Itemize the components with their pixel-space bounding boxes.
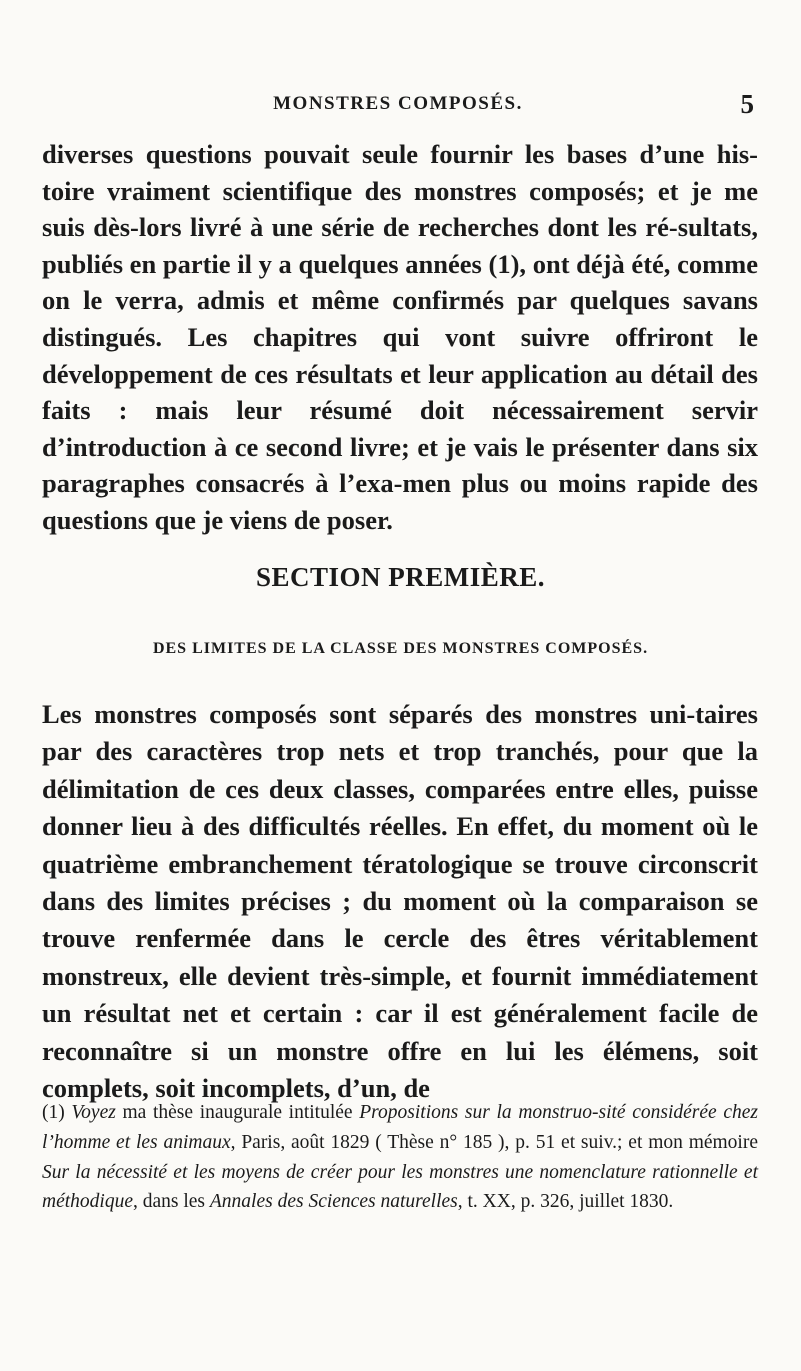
running-head — [42, 89, 754, 123]
footnote-title-1: Propositions sur la monstruo-sité considérée chez l’homme et les animaux — [42, 1102, 759, 1153]
footnote-text-4: , t. XX, p. 326, juillet 1830. — [457, 1191, 674, 1213]
section-title: SECTION PREMIÈRE. — [255, 562, 546, 592]
footnote-title-3: Annales des Sciences naturelles — [209, 1191, 458, 1213]
footnote-text-1: ma thèse inaugurale intitulée — [122, 1102, 353, 1123]
running-title: MONSTRES COMPOSÉS. — [273, 93, 523, 114]
footnote-text-2: , Paris, août 1829 ( Thèse n° 185 ), p. 51 et suiv.; et mon mémoire — [230, 1131, 758, 1153]
paragraph-1: diverses questions pouvait seule fournir les bases d’une his-toire vraiment scientifique des monstres composés; et je me suis dès-lors livré à une série de recherches dont les ré-sultats, publiés en partie il y a quelques années (1), ont déjà été, comme on le verra, admis et même confirmés par quelques savans distingués. Les chapitres qui vont suivre offriront le développement de ces résultats et leur application au détail des faits : mais leur résumé doit nécessairement servir d’introduction à ce second livre; et je vais le présenter dans six paragraphes consacrés à l’exa-men plus ou moins rapide des questions que je viens de poser. — [42, 139, 758, 535]
footnote-text-3: , dans les — [132, 1191, 206, 1213]
section-subtitle: DES LIMITES DE LA CLASSE DES MONSTRES COMPOSÉS. — [152, 640, 649, 657]
footnote-title-2: Sur la nécessité et les moyens de créer pour les monstres une nomenclature rationnelle et méthodique — [42, 1161, 758, 1213]
page-number: 5 — [740, 89, 754, 119]
footnote-voyez: Voyez — [71, 1102, 116, 1123]
paragraph-2: Les monstres composés sont séparés des monstres uni-taires par des caractères trop nets et trop tranchés, pour que la délimitation de ces deux classes, comparées entre elles, puisse donner lieu à des difficultés réelles. En effet, du moment où le quatrième embranchement tératologique se trouve circonscrit dans des limites précises ; du moment où la comparaison se trouve renfermée dans le cercle des êtres véritablement monstreux, elle devient très-simple, et fournit immédiatement un résultat net et certain : car il est généralement facile de reconnaître si un monstre offre en lui les élémens, soit complets, soit incomplets, d’un, de — [42, 699, 758, 1104]
footnote — [42, 1098, 758, 1217]
footnote-marker: (1) — [42, 1102, 65, 1123]
